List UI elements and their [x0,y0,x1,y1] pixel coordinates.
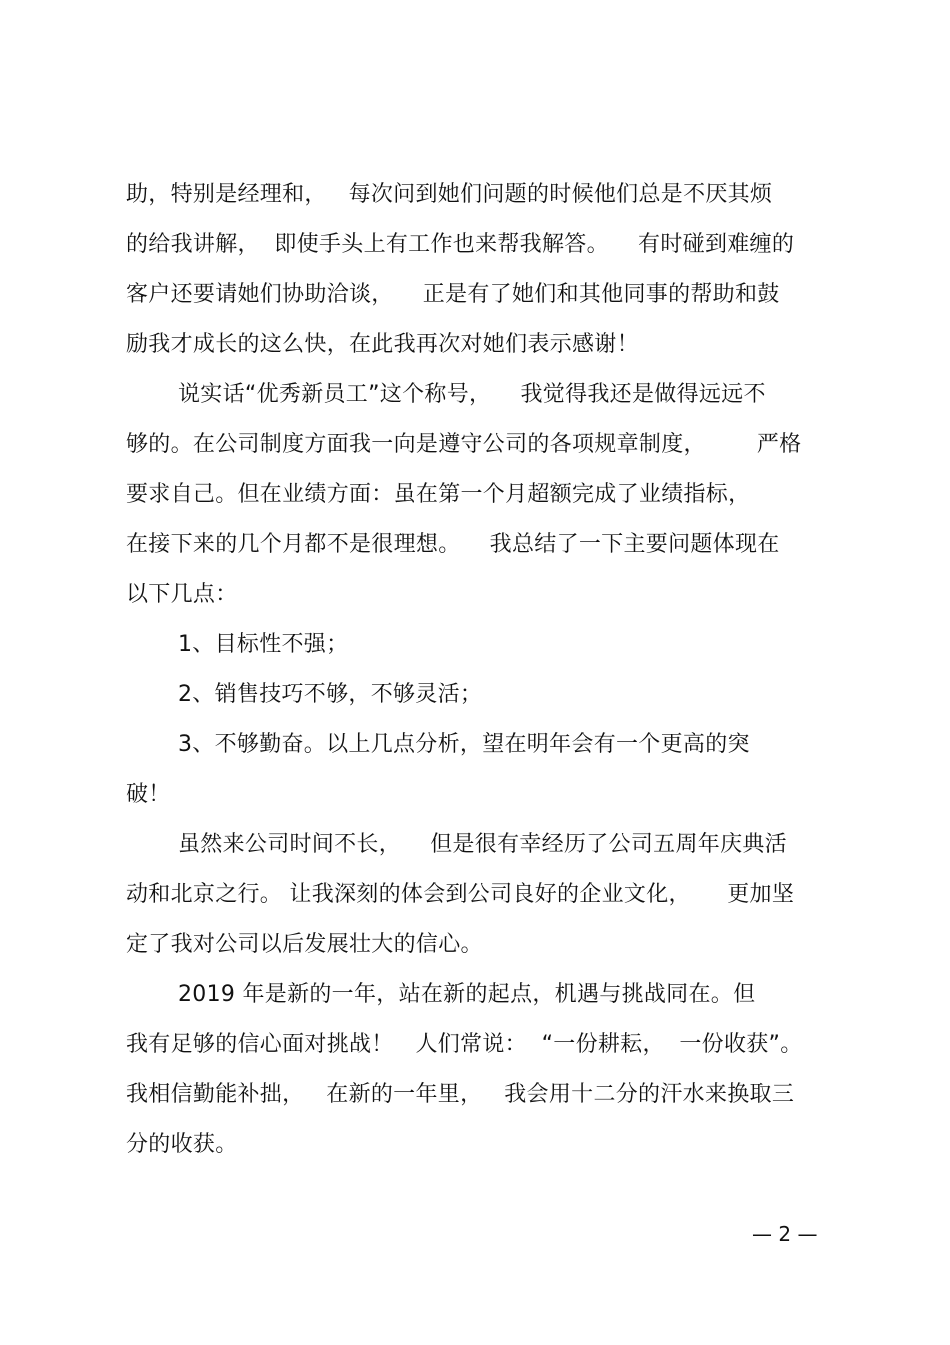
text-line: 动和北京之行。 让我深刻的体会到公司良好的企业文化， 更加坚 [126,882,795,907]
text-line: 定了我对公司以后发展壮大的信心。 [126,932,483,957]
page-number: — 2 — [752,1222,818,1246]
text-line: 要求自己。但在业绩方面：虽在第一个月超额完成了业绩指标， [126,482,751,507]
text-line: 2019 年是新的一年，站在新的起点，机遇与挑战同在。但 [178,982,756,1007]
text-line: 励我才成长的这么快，在此我再次对她们表示感谢！ [126,332,639,357]
text-line: 的给我讲解， 即使手头上有工作也来帮我解答。 有时碰到难缠的 [126,232,795,257]
text-line: 够的。在公司制度方面我一向是遵守公司的各项规章制度， 严格 [126,432,802,457]
list-item: 3、不够勤奋。以上几点分析，望在明年会有一个更高的突 [178,732,750,757]
text-line: 客户还要请她们协助洽谈， 正是有了她们和其他同事的帮助和鼓 [126,282,780,307]
text-line: 我有足够的信心面对挑战！ 人们常说： “一份耕耘， 一份收获”。 [126,1032,803,1057]
text-line: 我相信勤能补拙， 在新的一年里， 我会用十二分的汗水来换取三 [126,1082,795,1107]
list-item: 2、销售技巧不够，不够灵活； [178,682,483,707]
text-line: 以下几点： [126,582,238,607]
list-item: 1、目标性不强； [178,632,349,657]
text-line: 破！ [126,782,171,807]
text-line: 在接下来的几个月都不是很理想。 我总结了一下主要问题体现在 [126,532,780,557]
text-line: 分的收获。 [126,1132,238,1157]
text-line: 说实话“优秀新员工”这个称号， 我觉得我还是做得远远不 [178,382,766,407]
text-line: 助，特别是经理和， 每次问到她们问题的时候他们总是不厌其烦 [126,182,773,207]
text-line: 虽然来公司时间不长， 但是很有幸经历了公司五周年庆典活 [178,832,787,857]
